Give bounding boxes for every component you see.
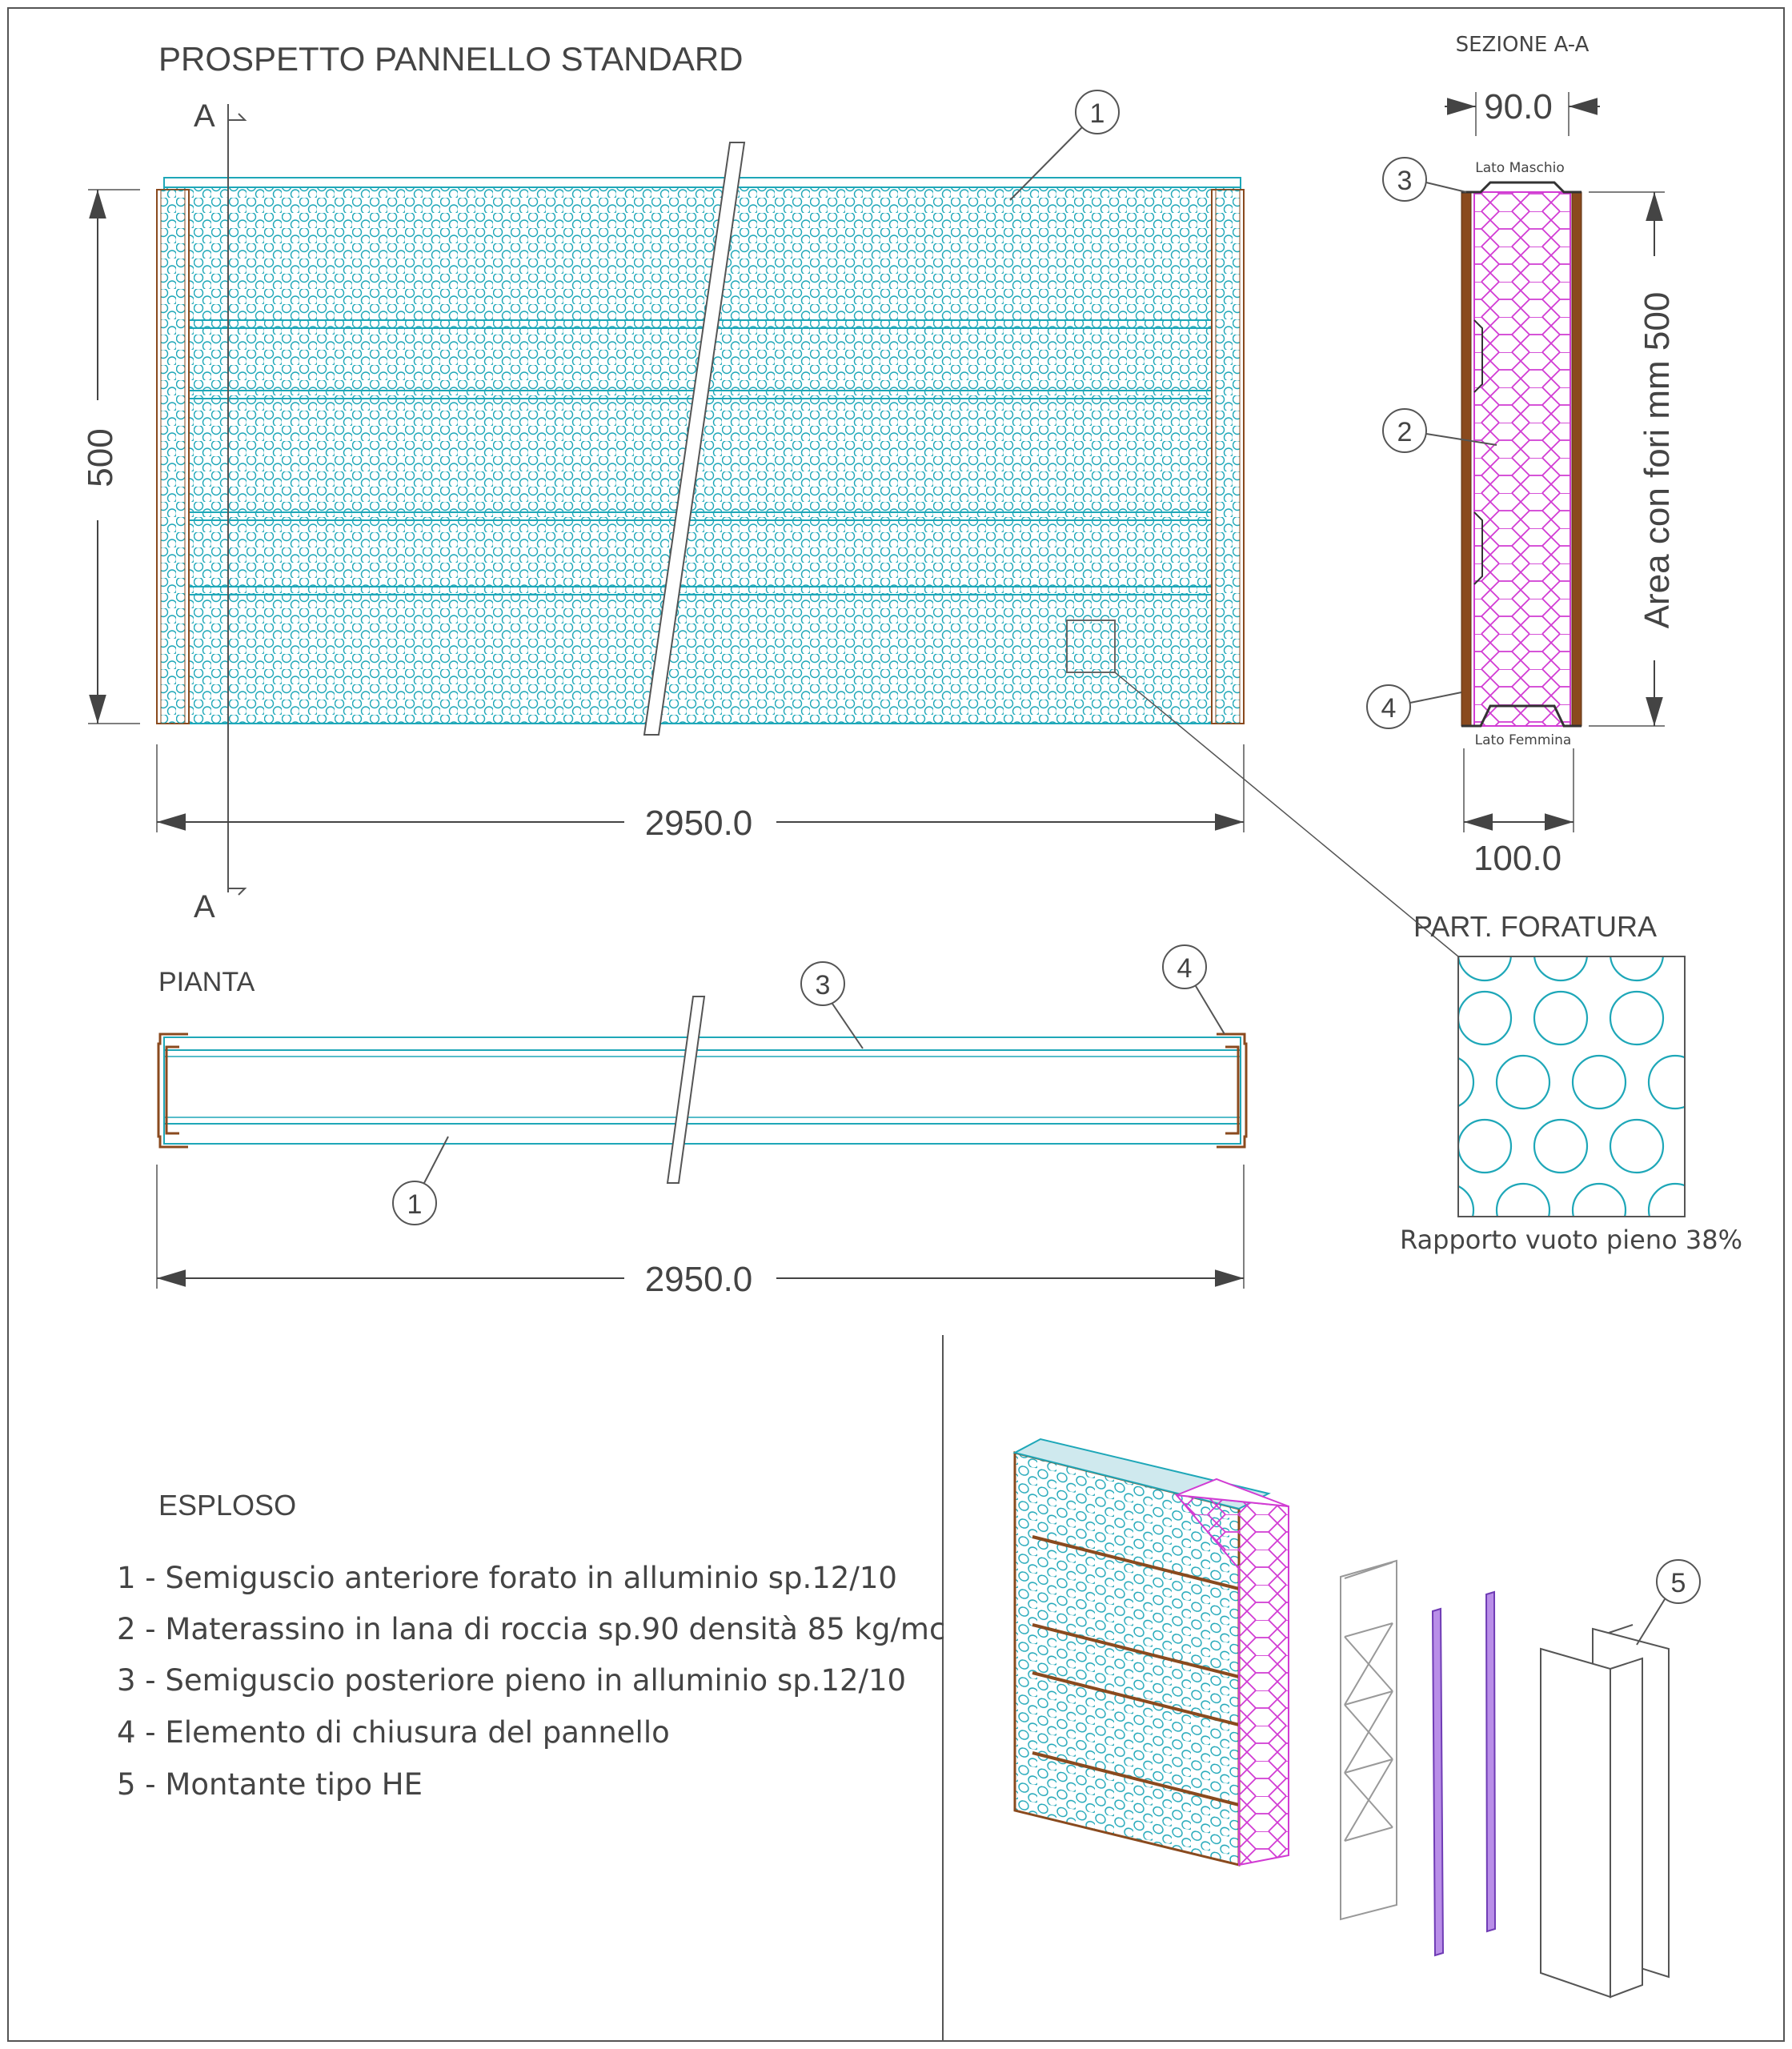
svg-text:3: 3	[1397, 166, 1413, 196]
hole-area-dimension: Area con fori mm 500	[1638, 291, 1677, 629]
plan-closure-right	[1217, 1034, 1246, 1147]
void-ratio-caption: Rapporto vuoto pieno 38%	[1400, 1225, 1742, 1255]
iso-profile-b	[1486, 1592, 1495, 1931]
perforation-detail	[1400, 910, 1742, 1255]
female-side-label: Lato Femmina	[1474, 732, 1572, 748]
insulation-core	[1474, 192, 1570, 726]
exploded-view	[117, 1439, 1700, 1997]
section-title: SEZIONE A-A	[1455, 33, 1590, 57]
svg-text:3: 3	[815, 970, 831, 1000]
male-side-label: Lato Maschio	[1475, 160, 1565, 176]
perforated-skin	[164, 178, 1241, 724]
plan-closure-left	[158, 1034, 188, 1147]
plan-outline	[164, 1037, 1241, 1144]
svg-text:4: 4	[1177, 953, 1193, 984]
top-lip	[164, 178, 1241, 187]
cut-label-bottom: A	[194, 889, 215, 924]
front-skin-section	[1461, 192, 1471, 726]
iso-he-column	[1541, 1625, 1669, 1997]
back-skin-section	[1572, 192, 1582, 726]
callout-1-label: 1	[1089, 98, 1105, 129]
plan-break-line	[667, 996, 704, 1183]
legend-item-2: 2 - Materassino in lana di roccia sp.90 densità 85 kg/mc	[117, 1612, 946, 1646]
legend-item-5: 5 - Montante tipo HE	[117, 1767, 423, 1802]
section-view	[1367, 33, 1677, 878]
iso-closure-element	[1341, 1561, 1397, 1919]
thickness-dimension: 90.0	[1484, 87, 1553, 126]
svg-text:2: 2	[1397, 417, 1413, 447]
height-dimension: 500	[81, 428, 120, 487]
width-dimension: 2950.0	[644, 804, 753, 843]
elevation-title: PROSPETTO PANNELLO STANDARD	[158, 40, 744, 78]
callout-5-label: 5	[1670, 1568, 1686, 1598]
svg-text:4: 4	[1381, 693, 1397, 724]
elevation-view	[81, 40, 1458, 956]
plan-width-dimension: 2950.0	[644, 1260, 753, 1299]
detail-holes	[1421, 928, 1702, 1237]
cut-label-top: A	[194, 98, 215, 134]
detail-title: PART. FORATURA	[1413, 910, 1658, 943]
plan-view	[157, 945, 1246, 1299]
male-edge	[1461, 182, 1582, 192]
plan-title: PIANTA	[158, 967, 255, 997]
svg-text:1: 1	[407, 1189, 423, 1220]
iso-profile-a	[1433, 1609, 1443, 1955]
legend-item-4: 4 - Elemento di chiusura del pannello	[117, 1715, 670, 1750]
total-thickness-dimension: 100.0	[1473, 839, 1562, 878]
legend-item-3: 3 - Semiguscio posteriore pieno in alluminio sp.12/10	[117, 1663, 907, 1698]
legend-item-1: 1 - Semiguscio anteriore forato in alluminio sp.12/10	[117, 1561, 897, 1595]
exploded-title: ESPLOSO	[158, 1489, 297, 1522]
